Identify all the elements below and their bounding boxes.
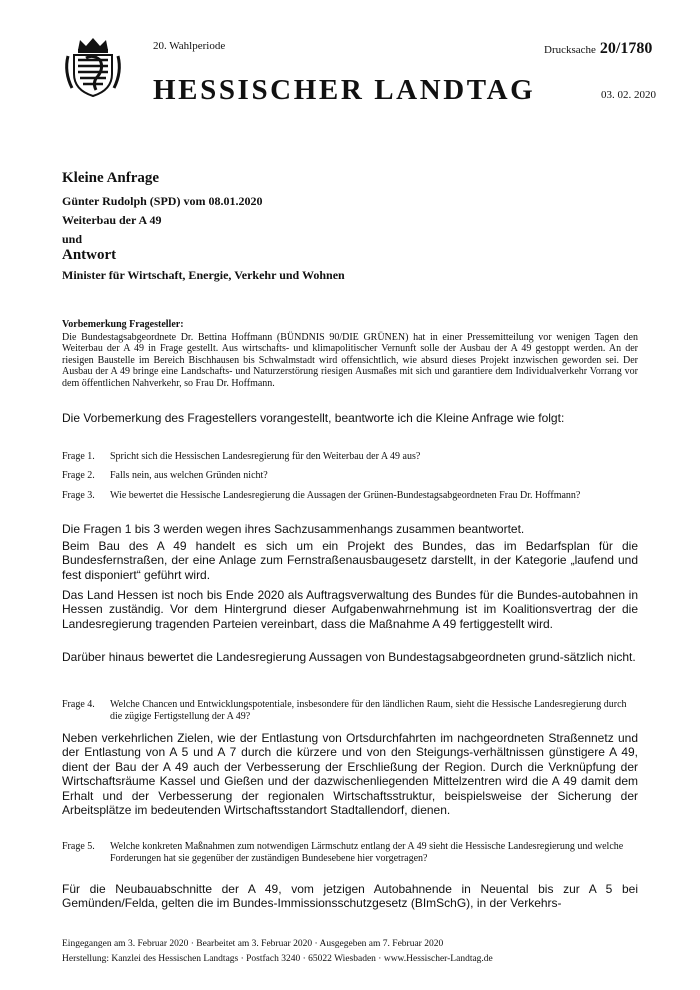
footer-publisher: Herstellung: Kanzlei des Hessischen Landtags · Postfach 3240 · 65022 Wiesbaden · www.Hessischer-Landtag.de [62,954,493,964]
footer-dates: Eingegangen am 3. Februar 2020 · Bearbeitet am 3. Februar 2020 · Ausgegeben am 7. Februar 2020 [62,939,444,949]
question-1 [62,451,638,463]
vorbemerkung-text: Die Bundestagsabgeordnete Dr. Bettina Hoffmann (BÜNDNIS 90/DIE GRÜNEN) hat in einer Pressemitteilung vor wenigen Tagen den Weiterbau der A 49 in Frage gestellt. Aus wirtschafts- und klimapolitischer Vernunft solle der Ausbau der A 49 gestoppt werden. An der riesigen Baustelle im Bereich Bischhausen bis Schwalmstadt wird offensichtlich, wie absurd dieses Projekt inzwischen geworden sei. Der Ausbau der A 49 bringe eine Landschafts- und Naturzerstörung riesigen Ausmaßes mit sich und garantiere dem Individualverkehr Vorrang vor dem öffentlichen Nahverkehr, so Frau Dr. Hoffmann. [62,331,638,389]
answer-1-3-intro: Die Fragen 1 bis 3 werden wegen ihres Sachzusammenhangs zusammen beantwortet. [62,522,525,536]
question-text: Falls nein, aus welchen Gründen nicht? [110,470,268,481]
intro-text: Die Vorbemerkung des Fragestellers vorangestellt, beantworte ich die Kleine Anfrage wie folgt: [62,411,565,425]
question-3 [62,490,638,502]
question-text: Spricht sich die Hessischen Landesregierung für den Weiterbau der A 49 aus? [110,451,421,462]
answer-5: Für die Neubauabschnitte der A 49, vom jetzigen Autobahnende in Neuental bis zur A 5 bei Gemünden/Felda, gelten die im Bundes-Immissionsschutzgesetz (BImSchG), in der Verkehrs- [62,882,638,911]
question-number: Frage 1. [62,451,95,462]
answer-1-3-paragraph: Das Land Hessen ist noch bis Ende 2020 als Auftragsverwaltung des Bundes für die Bundes-autobahnen in Hessen zuständig. Vor dem Hintergrund dieser Aufgabenwahrnehmung ist im Koalitionsvertrag der die Landesregierung tragenden Parteien vereinbart, dass die Maßnahme A 49 fertiggestellt wird. [62,588,638,631]
question-number: Frage 5. [62,841,95,852]
page-title: HESSISCHER LANDTAG [153,74,536,106]
answer-4: Neben verkehrlichen Zielen, wie der Entlastung von Ortsdurchfahrten im nachgeordneten Straßennetz und der Entlastung von A 5 und A 7 durch die kürzere und von den Steigungs-verhältnissen günstigere A 49, dient der Bau der A 49 auch der Verbesserung der Erschließung der Region. Durch die Verknüpfung der Wirtschaftsräume Kassel und Gießen und der dazwischenliegenden Mittelzentren wird die A 49 damit dem Erhalt und der Verbesserung der regionalen Wirtschaftsstruktur, beispielsweise der Sicherung der Arbeitsplätze im bedeutenden Wirtschaftsstandort Stadtallendorf, dienen. [62,731,638,818]
question-5 [62,841,638,864]
antwort-heading: Antwort [62,247,117,263]
hessen-coat-of-arms-icon [62,36,124,98]
kleine-anfrage-heading: Kleine Anfrage [62,170,160,186]
question-text: Wie bewertet die Hessische Landesregierung die Aussagen der Grünen-Bundestagsabgeordneten Frau Dr. Hoffmann? [110,490,581,501]
question-text: Welche Chancen und Entwicklungspotentiale, insbesondere für den ländlichen Raum, sieht die Hessische Landesregierung durch die zügige Fertigstellung der A 49? [110,699,627,722]
question-4 [62,699,638,722]
answer-1-3-paragraph: Darüber hinaus bewertet die Landesregierung Aussagen von Bundestagsabgeordneten grund-sätzlich nicht. [62,650,636,664]
question-text: Welche konkreten Maßnahmen zum notwendigen Lärmschutz entlang der A 49 sieht die Hessische Landesregierung und welche Forderungen hat sie gegenüber der zuständigen Bundesebene hier vorgetragen? [110,841,624,864]
wahlperiode: 20. Wahlperiode [153,40,226,52]
und-line: und [62,232,83,246]
vorbemerkung [62,319,638,390]
author-line: Günter Rudolph (SPD) vom 08.01.2020 [62,194,263,208]
question-number: Frage 4. [62,699,95,710]
drucksache-number: 20/1780 [599,40,653,57]
document-date: 03. 02. 2020 [601,89,656,101]
question-number: Frage 3. [62,490,95,501]
drucksache [544,40,652,58]
minister-line: Minister für Wirtschaft, Energie, Verkehr und Wohnen [62,268,345,282]
subject-line: Weiterbau der A 49 [62,213,162,227]
question-number: Frage 2. [62,470,95,481]
drucksache-label: Drucksache [544,44,596,56]
vorbemerkung-label: Vorbemerkung Fragesteller: [62,319,184,330]
answer-1-3-paragraph: Beim Bau des A 49 handelt es sich um ein Projekt des Bundes, das im Bedarfsplan für die Bundesfernstraßen, der eine Anlage zum Fernstraßenausbaugesetz darstellt, in der Kategorie „laufend und fest disponiert“ geführt wird. [62,539,638,582]
question-2 [62,470,638,482]
